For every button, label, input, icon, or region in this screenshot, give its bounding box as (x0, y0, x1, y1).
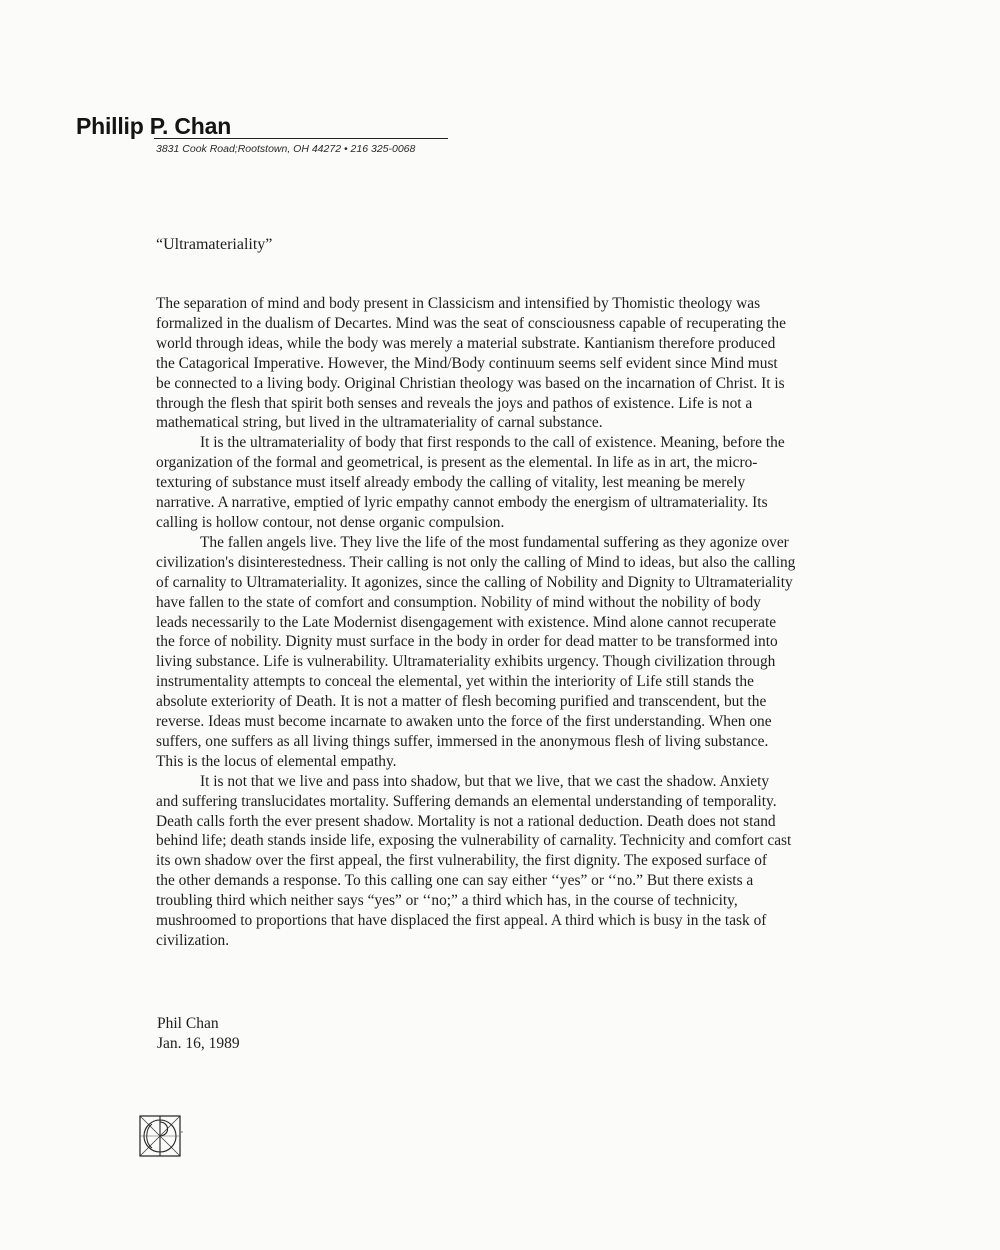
body-line: The fallen angels live. They live the life of the most fundamental suffering as they agonize over (200, 533, 789, 551)
body-line: organization of the formal and geometrical, is present as the elemental. In life as in art, the micro- (156, 454, 758, 472)
body-line: behind life; death stands inside life, exposing the vulnerability of carnality. Technicity and comfort cast (156, 832, 792, 850)
body-line: its own shadow over the first appeal, the first vulnerability, the first dignity. The exposed surface of (156, 852, 768, 870)
signature-date: Jan. 16, 1989 (157, 1034, 240, 1052)
body-line: Death calls forth the ever present shadow. Mortality is not a rational deduction. Death does not stand (156, 812, 776, 830)
body-line: be connected to a living body. Original Christian theology was based on the incarnation of Christ. It is (156, 374, 785, 392)
body-line: narrative. A narrative, emptied of lyric empathy cannot embody the energism of ultramateriality. Its (156, 494, 768, 512)
body-line: civilization's disinterestedness. Their calling is not only the calling of Mind to ideas, but also the calling (156, 553, 796, 571)
signature-name: Phil Chan (157, 1015, 219, 1032)
body-line: living substance. Life is vulnerability. Ultramateriality exhibits urgency. Though civilization through (156, 653, 776, 671)
body-line: calling is hollow contour, not dense organic compulsion. (156, 513, 505, 531)
body-line: mathematical string, but lived in the ultramateriality of carnal substance. (156, 414, 603, 432)
body-line: texturing of substance must itself already embody the calling of vitality, lest meaning be merely (156, 474, 746, 492)
essay-body (156, 294, 896, 951)
letterhead-address: 3831 Cook Road;Rootstown, OH 44272 • 216 325-0068 (156, 143, 416, 155)
body-line: suffers, one suffers as all living things suffer, immersed in the anonymous flesh of living substance. (156, 732, 769, 750)
body-line: the other demands a response. To this calling one can say either ‘‘yes” or ‘‘no.” But there exists a (156, 872, 754, 890)
body-line: world through ideas, while the body was merely a material substrate. Kantianism therefore produced (156, 334, 776, 352)
body-line: of carnality to Ultramateriality. It agonizes, since the calling of Nobility and Dignity to Ultramateriality (156, 573, 793, 591)
body-line: The separation of mind and body present in Classicism and intensified by Thomistic theology was (156, 295, 761, 312)
body-line: It is not that we live and pass into shadow, but that we live, that we cast the shadow. Anxiety (200, 772, 770, 790)
body-line: the Catagorical Imperative. However, the Mind/Body continuum seems self evident since Mind must (156, 354, 778, 372)
body-line: absolute exteriority of Death. It is not a matter of flesh becoming purified and transcendent, but the (156, 693, 767, 711)
body-line: through the flesh that spirit both senses and reveals the joys and pathos of existence. Life is not a (156, 394, 753, 412)
letterhead (76, 112, 448, 155)
body-line: troubling third which neither says “yes” or ‘‘no;” a third which has, in the course of technicity, (156, 892, 738, 910)
body-line: and suffering translucidates mortality. Suffering demands an elemental understanding of temporality. (156, 792, 777, 810)
body-line: civilization. (156, 932, 230, 949)
body-line: reverse. Ideas must become incarnate to awaken unto the force of the first understanding. When one (156, 713, 772, 731)
body-line: This is the locus of elemental empathy. (156, 752, 397, 770)
body-line: formalized in the dualism of Decartes. Mind was the seat of consciousness capable of recuperating the (156, 314, 786, 332)
body-line: leads necessarily to the Late Modernist disengagement with existence. Mind alone cannot recuperate (156, 613, 777, 631)
document-title: “Ultramateriality” (156, 236, 273, 253)
body-line: It is the ultramateriality of body that first responds to the call of existence. Meaning, before the (200, 434, 785, 452)
body-line: the force of nobility. Dignity must surface in the body in order for dead matter to be transformed into (156, 633, 778, 651)
letterhead-name: Phillip P. Chan (76, 113, 232, 139)
body-line: mushroomed to proportions that have displaced the first appeal. A third which is busy in the task of (156, 912, 767, 930)
signature-block (157, 1014, 240, 1053)
body-line: have fallen to the state of comfort and consumption. Nobility of mind without the nobility of body (156, 593, 761, 611)
body-line: instrumentality attempts to conceal the elemental, yet within the interiority of Life still stands the (156, 673, 754, 691)
monogram-seal-icon (138, 1114, 184, 1158)
letterhead-rule (154, 138, 448, 139)
